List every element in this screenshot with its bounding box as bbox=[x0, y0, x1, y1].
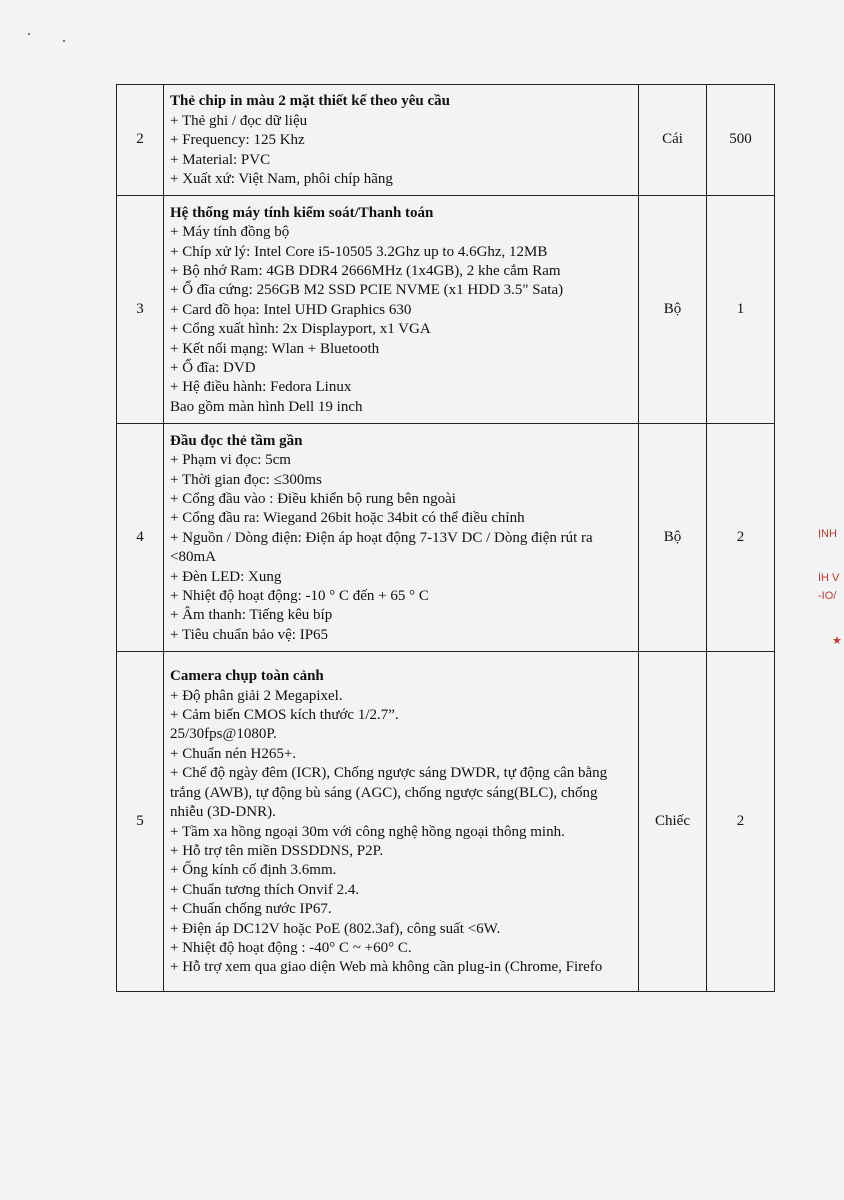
item-unit: Bộ bbox=[639, 196, 707, 424]
spec-line: Bao gồm màn hình Dell 19 inch bbox=[170, 398, 363, 415]
item-title: Đầu đọc thẻ tầm gần bbox=[170, 432, 303, 449]
stamp-fragment: ★ bbox=[832, 635, 842, 647]
spec-line: 25/30fps@1080P. bbox=[170, 726, 277, 743]
scan-speck bbox=[28, 33, 30, 35]
spec-line: + Máy tính đồng bộ bbox=[170, 224, 290, 241]
stamp-fragment: ÌH V bbox=[818, 572, 840, 584]
spec-line: + Âm thanh: Tiếng kêu bíp bbox=[170, 607, 333, 624]
table-row-item-2 bbox=[117, 85, 775, 196]
spec-line: + Ổ đĩa: DVD bbox=[170, 360, 256, 377]
spec-line: + Hệ điều hành: Fedora Linux bbox=[170, 379, 352, 396]
spec-line: + Hỗ trợ tên miền DSSDDNS, P2P. bbox=[170, 842, 384, 859]
spec-line: + Nhiệt độ hoạt động: -10 ° C đến + 65 ° C bbox=[170, 588, 429, 605]
spec-line: + Cổng xuất hình: 2x Displayport, x1 VGA bbox=[170, 321, 431, 338]
spec-line: + Cảm biến CMOS kích thước 1/2.7”. bbox=[170, 707, 399, 724]
spec-line: + Độ phân giải 2 Megapixel. bbox=[170, 687, 343, 704]
item-title: Camera chụp toàn cảnh bbox=[170, 668, 324, 685]
item-number: 2 bbox=[117, 85, 164, 196]
item-number: 5 bbox=[117, 652, 164, 992]
spec-line: + Chuẩn tương thích Onvif 2.4. bbox=[170, 881, 360, 898]
spec-line: + Nguồn / Dòng điện: Điện áp hoạt động 7-13V DC / Dòng điện rút ra <80mA bbox=[170, 529, 593, 566]
spec-line: + Chuẩn chống nước IP67. bbox=[170, 901, 332, 918]
spec-line: + Hỗ trợ xem qua giao diện Web mà không cần plug-in (Chrome, Firefo bbox=[170, 959, 603, 976]
spec-line: + Tầm xa hồng ngoại 30m với công nghệ hồng ngoại thông minh. bbox=[170, 823, 565, 840]
table-row-item-4 bbox=[117, 424, 775, 652]
spec-line: + Ổ đĩa cứng: 256GB M2 SSD PCIE NVME (x1 HDD 3.5" Sata) bbox=[170, 282, 564, 299]
item-description bbox=[164, 424, 639, 652]
spec-line: + Chế độ ngày đêm (ICR), Chống ngược sáng DWDR, tự động cân bằng trắng (AWB), tự động bù sáng (AGC), chống ngược sáng(BLC), chống nhiễu (3D-DNR). bbox=[170, 765, 608, 821]
stamp-fragment: -IO/ bbox=[818, 590, 837, 602]
scan-speck bbox=[63, 40, 65, 42]
item-unit: Chiếc bbox=[639, 652, 707, 992]
item-title: Thẻ chip in màu 2 mặt thiết kế theo yêu cầu bbox=[170, 93, 451, 110]
spec-line: + Cổng đầu ra: Wiegand 26bit hoặc 34bit có thể điều chỉnh bbox=[170, 510, 525, 527]
spec-line: + Card đồ họa: Intel UHD Graphics 630 bbox=[170, 301, 412, 318]
item-unit: Cái bbox=[639, 85, 707, 196]
table-row-item-3 bbox=[117, 196, 775, 424]
spec-line: + Đèn LED: Xung bbox=[170, 568, 282, 585]
spec-line: + Frequency: 125 Khz bbox=[170, 132, 305, 149]
spec-line: + Chuẩn nén H265+. bbox=[170, 745, 297, 762]
spec-line: + Kết nối mạng: Wlan + Bluetooth bbox=[170, 340, 380, 357]
item-quantity: 2 bbox=[707, 652, 775, 992]
spec-line: + Tiêu chuẩn bảo vệ: IP65 bbox=[170, 626, 329, 643]
table-row-item-5 bbox=[117, 652, 775, 992]
item-quantity: 500 bbox=[707, 85, 775, 196]
spec-line: + Bộ nhớ Ram: 4GB DDR4 2666MHz (1x4GB), 2 khe cắm Ram bbox=[170, 262, 561, 279]
item-title: Hệ thống máy tính kiểm soát/Thanh toán bbox=[170, 204, 434, 221]
spec-line: + Xuất xứ: Việt Nam, phôi chíp hãng bbox=[170, 171, 393, 188]
spec-line: + Phạm vi đọc: 5cm bbox=[170, 452, 291, 469]
item-description bbox=[164, 196, 639, 424]
item-quantity: 1 bbox=[707, 196, 775, 424]
spec-line: + Thẻ ghi / đọc dữ liệu bbox=[170, 112, 308, 129]
spec-line: + Material: PVC bbox=[170, 151, 271, 168]
spec-line: + Nhiệt độ hoạt động : -40° C ~ +60° C. bbox=[170, 939, 412, 956]
stamp-fragment: ỊNH bbox=[818, 528, 837, 540]
item-description bbox=[164, 85, 639, 196]
item-number: 4 bbox=[117, 424, 164, 652]
item-number: 3 bbox=[117, 196, 164, 424]
spec-line: + Điện áp DC12V hoặc PoE (802.3af), công suất <6W. bbox=[170, 920, 501, 937]
spec-line: + Chíp xử lý: Intel Core i5-10505 3.2Ghz up to 4.6Ghz, 12MB bbox=[170, 243, 548, 260]
spec-line: + Thời gian đọc: ≤300ms bbox=[170, 471, 322, 488]
spec-line: + Ống kính cố định 3.6mm. bbox=[170, 862, 337, 879]
spec-line: + Cổng đầu vào : Điều khiển bộ rung bên ngoài bbox=[170, 490, 456, 507]
item-quantity: 2 bbox=[707, 424, 775, 652]
equipment-spec-table bbox=[116, 84, 775, 992]
item-unit: Bộ bbox=[639, 424, 707, 652]
item-description bbox=[164, 652, 639, 992]
